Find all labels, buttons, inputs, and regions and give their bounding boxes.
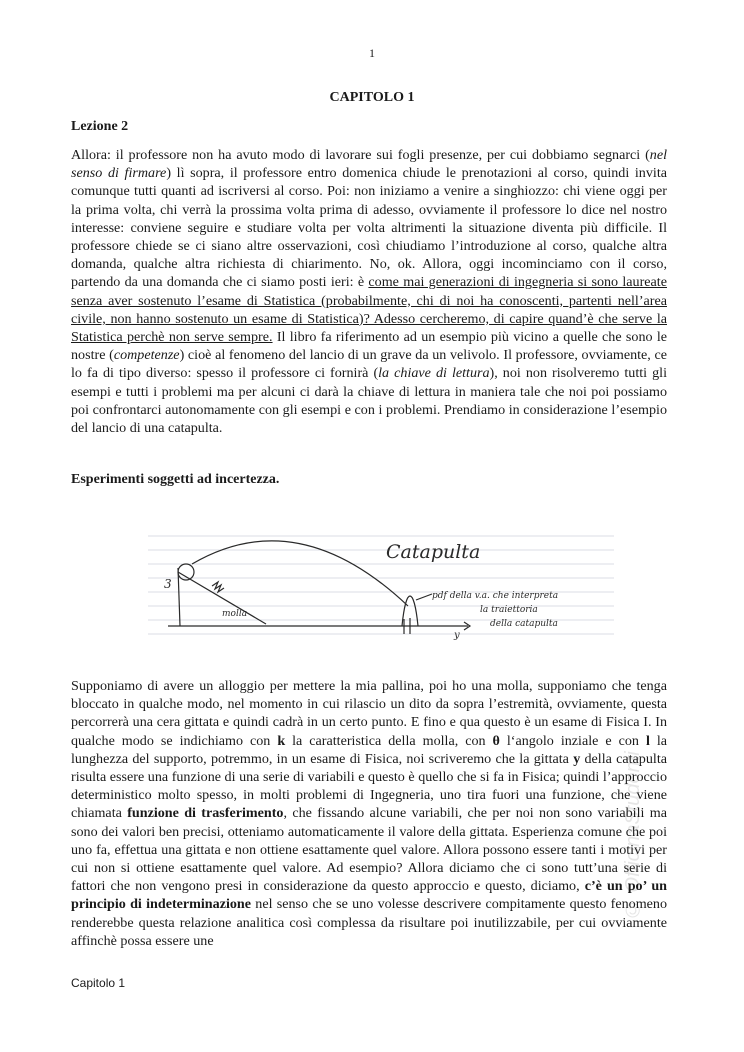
italic-run: la chiave di lettura xyxy=(378,365,490,382)
text-run: Supponiamo di avere un alloggio per mettere la mia pallina, poi ho una molla, supponiamo che tenga bloccato in qualche modo, nel momento in cui rilascio un dito da sopra l’estremità, ovviamente, questa percorrerà una cera gittata e quindi cadrà in un certo punto. E fino e qua questo è un esame di Fisica I. In qualche modo se indichiamo con xyxy=(71,678,667,749)
text-run: l‘angolo inziale e con xyxy=(499,732,646,749)
chapter-title: CAPITOLO 1 xyxy=(329,90,415,105)
catapult-paragraph xyxy=(71,677,667,950)
text-run: la lunghezza del supporto, potremmo, in un esame di Fisica, noi scriveremo che la gittata xyxy=(71,732,668,767)
figure-note-line2: la traiettoria xyxy=(480,605,538,615)
text-run: ) lì sopra, il professore entro domenica chiude le prenotazioni al corso, quindi invita comunque tutti quanti ad iscriversi al corso. Poi: non iniziamo a venire a singhiozzo: chi viene oggi per la prima volta, chi verrà la prossima volta prima di adesso, ovviamente il professore lo dice nel nostro interesse: conviene seguire e studiare volta per volta altrimenti la situazione diventa più difficile. Il professore chiede se ci siano altre osservazioni, così chiudiamo l’introduzione al corso, qualche altra domanda, qualche altra richiesta di chiarimento. No, ok. Allora, oggi incominciamo con il corso, partendo da una domanda che ci siamo posti ieri: è xyxy=(71,165,667,291)
figure-label-molla: molla xyxy=(222,609,248,619)
figure-axis-label: y xyxy=(454,630,460,641)
figure-label-3: 3 xyxy=(164,577,172,591)
figure-note-line1: pdf della v.a. che interpreta xyxy=(432,591,559,601)
catapult-sketch xyxy=(148,524,614,642)
bold-run: c’è un po’ un principio di indeterminazione xyxy=(71,878,667,913)
section-title: Esperimenti soggetti ad incertezza. xyxy=(71,472,280,487)
text-run: della catapulta risulta essere una funzione di una serie di variabili e questo è quello che si fa in Fisica; quindi l’approccio deterministico molto spesso, in molti problemi di Ingegneria, uno tira fuori una funzione, che viene chiamata xyxy=(71,750,667,822)
bold-run: l xyxy=(645,732,650,749)
bold-run: k xyxy=(277,732,286,749)
figure-title: Catapulta xyxy=(386,541,481,563)
text-run: ) cioè al fenomeno del lancio di un grave da un velivolo. Il professore, ovviamente, ce lo fa di tipo diverso: spesso il professore ci fornirà ( xyxy=(71,347,667,382)
bold-run: y xyxy=(573,750,581,767)
text-run: la caratteristica della molla, con xyxy=(285,732,493,749)
spring-zigzag xyxy=(212,582,224,592)
text-run: , che fissando alcune variabili, che per noi non sono variabili ma sono dei valori ben precisi, otteniamo automaticamente il valore della gittata. Esperienza comune che poi uno fa, effettua una gittata e non ottiene esattamente quel valore. Allora possono essere tanti i motivi per cui non si ottiene esattamente quel valore. Ad esempio? Allora diciamo che ci sono tutt’una serie di fattori che non vengono presi in considerazione da questo approccio e questo, diciamo, xyxy=(71,805,667,895)
text-run: Allora: il professore non ha avuto modo di lavorare sui fogli presenze, per cui dobbiamo segnarci ( xyxy=(71,147,650,163)
watermark: © OfficinaStudenti xyxy=(622,751,644,920)
ball xyxy=(178,564,194,580)
footer: Capitolo 1 xyxy=(71,976,126,990)
text-run: ), noi non risolveremo tutti gli esempi e tutti i problemi ma per alcuni ci darà la chiave di lettura in maniera tale che noi poi possiamo poi confrontarci autonomamente con gli esempi e con i problemi. Prendiamo in considerazione l’esempio del lancio di una catapulta. xyxy=(71,365,668,437)
underlined-question: come mai generazioni di ingegneria si sono laureate senza aver sostenuto l’esame di Statistica (probabilmente, chi di noi ha conoscenti, partenti nell’area civile, non hanno sostenuto un esame di Statistica)? Adesso cercheremo, di capire quand’è che serve la Statistica perchè non serve sempre. xyxy=(71,274,667,346)
bold-run: θ xyxy=(492,732,500,749)
italic-run: competenze xyxy=(113,347,180,364)
note-pointer xyxy=(416,594,432,600)
trajectory xyxy=(192,541,408,606)
bold-run: funzione di trasferimento xyxy=(127,805,284,822)
page-number: 1 xyxy=(369,46,375,60)
figure-note-line3: della catapulta xyxy=(490,619,558,629)
italic-run: nel senso di firmare xyxy=(71,147,667,182)
lesson-title: Lezione 2 xyxy=(71,119,129,134)
intro-paragraph xyxy=(71,146,667,437)
text-run: Il libro fa riferimento ad un esempio più vicino a quelle che sono le nostre ( xyxy=(71,329,668,364)
text-run: nel senso che se uno volesse descrivere compitamente questo fenomeno renderebbe questa relazione analitica così complessa da risultare poi inutilizzabile, per cui ovviamente affinchè possa essere une xyxy=(71,896,667,949)
